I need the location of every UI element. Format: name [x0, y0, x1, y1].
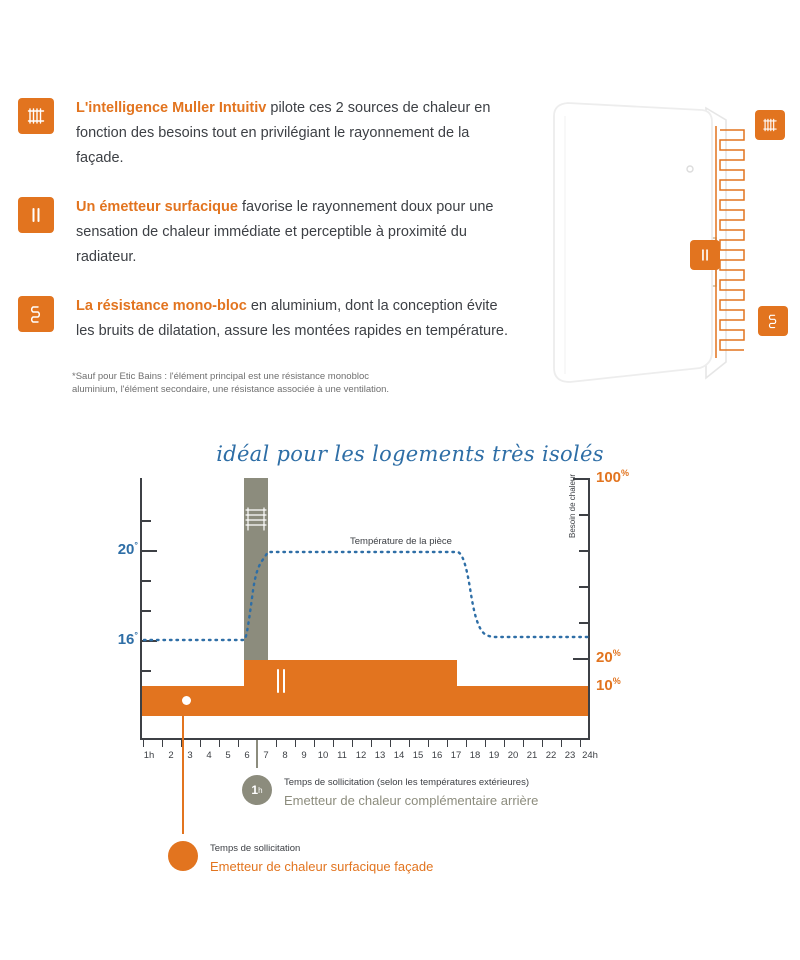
surface-emitter-icon — [18, 197, 54, 233]
chart-title: idéal pour les logements très isolés — [216, 442, 604, 466]
legend-sub-surface: Temps de sollicitation — [210, 843, 301, 854]
feature-text-monobloc — [76, 294, 518, 344]
y-label-left-16: 16° — [117, 630, 138, 648]
features-section — [0, 0, 800, 420]
legend-item-surface — [150, 841, 770, 887]
badge-coil-grid — [755, 110, 785, 140]
footnote: *Sauf pour Etic Bains : l'élément principal est une résistance monobloc aluminium, l'élément secondaire, une résistance associée à une ventilation. — [72, 371, 390, 395]
y-label-right-10: 10% — [596, 676, 621, 694]
radiator-illustration — [530, 90, 790, 400]
x-axis-labels: 1h 2 3 4 5 6 7 8 9 10 11 12 13 14 15 16 17 18 19 20 21 22 23 24h — [143, 750, 598, 761]
feature-rest-intelligence: pilote ces 2 sources de chaleur en fonction des besoins tout en privilégiant le rayonnement de la façade. — [76, 100, 491, 166]
feature-text-surface-emitter — [76, 195, 518, 270]
y-axis-right-caption: Besoin de chaleur — [568, 473, 577, 538]
feature-lead-monobloc: La résistance mono-bloc — [76, 298, 247, 314]
feature-lead-intelligence: L'intelligence Muller Intuitiv — [76, 100, 267, 116]
feature-item-surface-emitter — [18, 195, 518, 270]
feature-lead-surface-emitter: Un émetteur surfacique — [76, 199, 238, 215]
temperature-curve-label: Température de la pièce — [350, 536, 452, 547]
features-list — [18, 96, 518, 374]
badge-monobloc-resistor — [758, 306, 788, 336]
badge-surface-emitter — [690, 240, 720, 270]
y-label-right-100: 100% — [596, 468, 630, 486]
feature-item-intelligence — [18, 96, 518, 171]
legend-marker-complementary: 1 h — [242, 775, 272, 805]
legend-marker-surface — [168, 841, 198, 871]
monobloc-resistor-icon — [18, 296, 54, 332]
legend-item-complementary — [150, 775, 770, 821]
legend-title-surface: Emetteur de chaleur surfacique façade — [210, 859, 434, 874]
chart-section — [0, 420, 800, 960]
temperature-curve — [140, 478, 590, 738]
connector-complementary — [256, 740, 258, 768]
legend-title-complementary: Emetteur de chaleur complémentaire arrière — [284, 793, 539, 808]
anchor-surface-emitter — [182, 696, 191, 705]
coil-grid-icon — [18, 98, 54, 134]
y-label-left-20: 20° — [117, 540, 138, 558]
feature-rest-monobloc: en aluminium, dont la conception évite les bruits de dilatation, assure les montées rapides en température. — [76, 298, 509, 339]
y-label-right-20: 20% — [596, 648, 621, 666]
feature-rest-surface-emitter: favorise le rayonnement doux pour une sensation de chaleur immédiate et perceptible à proximité du radiateur. — [76, 199, 494, 265]
chart-legend — [150, 775, 770, 887]
feature-text-intelligence — [76, 96, 518, 171]
x-axis-ticks — [140, 740, 590, 750]
chart-plot-area — [117, 468, 630, 738]
legend-sub-complementary: Temps de sollicitation (selon les températures extérieures) — [284, 777, 529, 788]
feature-item-monobloc — [18, 294, 518, 350]
